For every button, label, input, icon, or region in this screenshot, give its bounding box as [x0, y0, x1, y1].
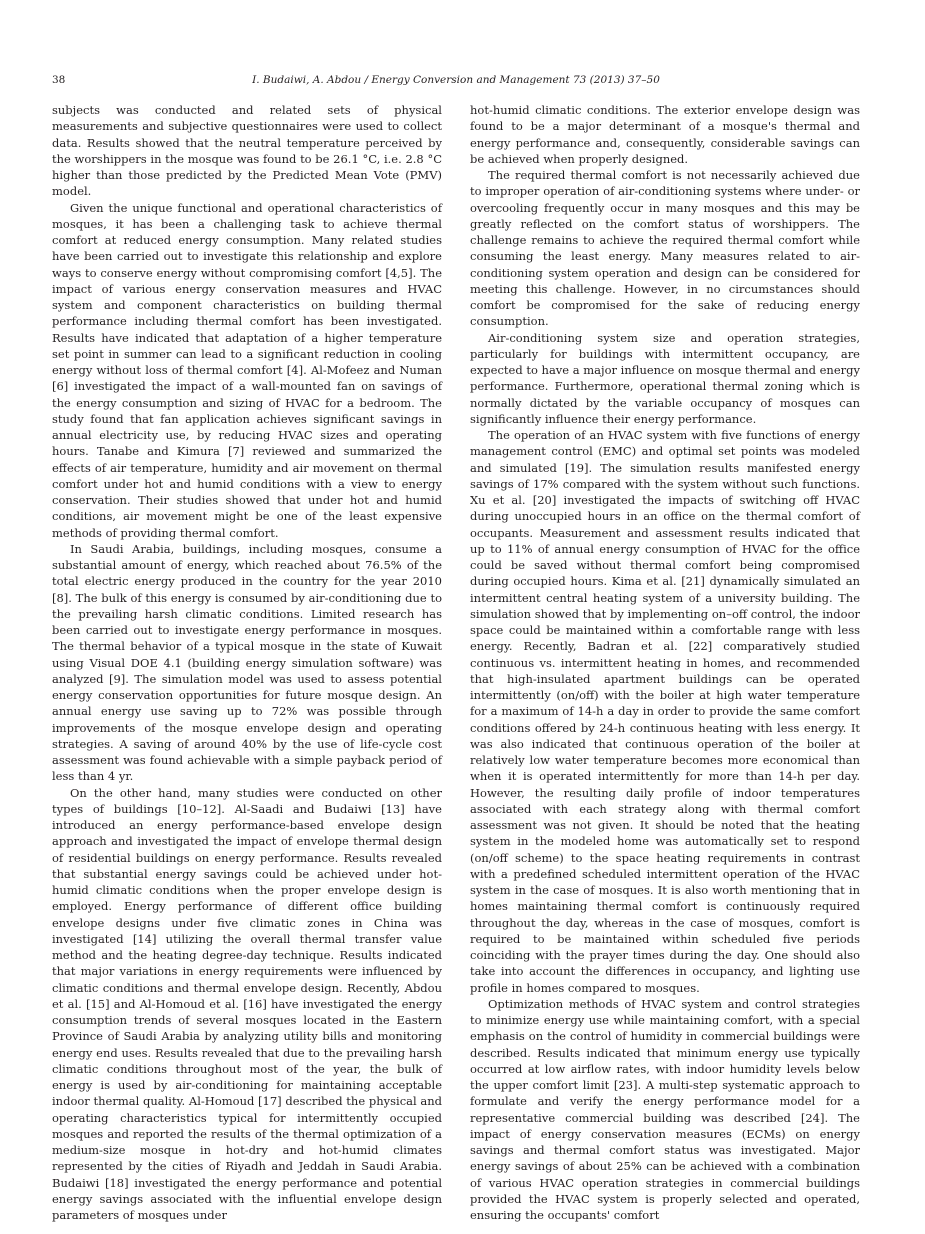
paragraph: Optimization methods of HVAC system and control strategies to minimize energy use while maintaining comfort, with a special emphasis on the control of humidity in commercial buildings were described. Results indicated that minimum energy use typically occurred at low airflow rates, with indoor humidity levels below the upper comfort limit [23]. A multi-step systematic approach to formulate and verify the energy performance model for a representative commercial building was described [24]. The impact of energy conservation measures (ECMs) on energy savings and thermal comfort status was investigated. Major energy savings of about 25% can be achieved with a combination of various HVAC operation strategies in commercial buildings provided the HVAC system is properly selected and operated, ensuring the occupants' comfort [470, 996, 860, 1222]
paragraph: subjects was conducted and related sets of physical measurements and subjective questionnaires were used to collect data. Results showed that the neutral temperature perceived by the worshippers in the mosque was found to be 26.1 °C, i.e. 2.8 °C higher than those predicted by the Predicted Mean Vote (PMV) model. [52, 103, 442, 199]
page-number: 38 [52, 74, 66, 86]
paragraph: The required thermal comfort is not necessarily achieved due to improper operation of air-conditioning systems where under- or overcooling frequently occur in many mosques and this may be greatly reflected on the comfort status of worshippers. The challenge remains to achieve the required thermal comfort while consuming the least energy. Many measures related to air-conditioning system operation and design can be considered for meeting this challenge. However, in no circumstances should comfort be compromised for the sake of reducing energy consumption. [470, 168, 860, 329]
left-column [52, 102, 442, 1223]
paragraph: The operation of an HVAC system with five functions of energy management control (EMC) and optimal set points was modeled and simulated [19]. The simulation results manifested energy savings of 17% compared with the system without such functions. Xu et al. [20] investigated the impacts of switching off HVAC during unoccupied hours in an office on the thermal comfort of occupants. Measurement and assessment results indicated that up to 11% of annual energy consumption of HVAC for the office could be saved without thermal comfort being compromised during occupied hours. Kima et al. [21] dynamically simulated an intermittent central heating system of a university building. The simulation showed that by implementing on–off control, the indoor space could be maintained within a comfortable range with less energy. Recently, Badran et al. [22] comparatively studied continuous vs. intermittent heating in homes, and recommended that high-insulated apartment buildings can be operated intermittently (on/off) with the boiler at high water temperature for a maximum of 14-h a day in order to provide the same comfort conditions offered by 24-h continuous heating with less energy. It was also indicated that continuous operation of the boiler at relatively low water temperature becomes more economical than when it is operated intermittently for more than 14-h per day. However, the resulting daily profile of indoor temperatures associated with each strategy along with thermal comfort assessment was not given. It should be noted that the heating system in the modeled home was automatically set to respond (on/off scheme) to the space heating requirements in contrast with a predefined scheduled intermittent operation of the HVAC system in the case of mosques. It is also worth mentioning that in homes maintaining thermal comfort is continuously required throughout the day, whereas in the case of mosques, comfort is required to be maintained within scheduled five periods coinciding with the prayer times during the day. One should also take into account the differences in occupancy, and lighting use profile in homes compared to mosques. [470, 428, 860, 995]
page-header [52, 72, 860, 88]
running-head: I. Budaiwi, A. Abdou / Energy Conversion and Management 73 (2013) 37–50 [252, 74, 660, 86]
paragraph: hot-humid climatic conditions. The exterior envelope design was found to be a major determinant of a mosque's thermal and energy performance and, consequently, considerable savings can be achieved when properly designed. [470, 103, 860, 166]
paragraph: Given the unique functional and operational characteristics of mosques, it has been a challenging task to achieve thermal comfort at reduced energy consumption. Many related studies have been carried out to investigate this relationship and explore ways to conserve energy without compromising comfort [4,5]. The impact of various energy conservation measures and HVAC system and component characteristics on building thermal performance including thermal comfort has been investigated. Results have indicated that adaptation of a higher temperature set point in summer can lead to a significant reduction in cooling energy without loss of thermal comfort [4]. Al-Mofeez and Numan [6] investigated the impact of a wall-mounted fan on savings of the energy consumption and sizing of HVAC for a bedroom. The study found that fan application achieves significant savings in annual electricity use, by reducing HVAC sizes and operating hours. Tanabe and Kimura [7] reviewed and summarized the effects of air temperature, humidity and air movement on thermal comfort under hot and humid conditions with a view to energy conservation. Their studies showed that under hot and humid conditions, air movement might be one of the least expensive methods of providing thermal comfort. [52, 200, 442, 540]
paragraph: In Saudi Arabia, buildings, including mosques, consume a substantial amount of energy, which reached about 76.5% of the total electric energy produced in the country for the year 2010 [8]. The bulk of this energy is consumed by air-conditioning due to the prevailing harsh climatic conditions. Limited research has been carried out to investigate energy performance in mosques. The thermal behavior of a typical mosque in the state of Kuwait using Visual DOE 4.1 (building energy simulation software) was analyzed [9]. The simulation model was used to assess potential energy conservation opportunities for future mosque design. An annual energy use saving up to 72% was possible through improvements of the mosque envelope design and operating strategies. A saving of around 40% by the use of life-cycle cost assessment was found achievable with a simple payback period of less than 4 yr. [52, 541, 442, 784]
paragraph: On the other hand, many studies were conducted on other types of buildings [10–12]. Al-Saadi and Budaiwi [13] have introduced an energy performance-based envelope design approach and investigated the impact of envelope thermal design of residential buildings on energy performance. Results revealed that substantial energy savings could be achieved under hot-humid climatic conditions when the proper envelope design is employed. Energy performance of different office building envelope designs under five climatic zones in China was investigated [14] utilizing the overall thermal transfer value method and the heating degree-day technique. Results indicated that major variations in energy requirements were influenced by climatic conditions and thermal envelope design. Recently, Abdou et al. [15] and Al-Homoud et al. [16] have investigated the energy consumption trends of several mosques located in the Eastern Province of Saudi Arabia by analyzing utility bills and monitoring energy end uses. Results revealed that due to the prevailing harsh climatic conditions throughout most of the year, the bulk of energy is used by air-conditioning for maintaining acceptable indoor thermal quality. Al-Homoud [17] described the physical and operating characteristics typical for intermittently occupied mosques and reported the results of the thermal optimization of a medium-size mosque in hot-dry and hot-humid climates represented by the cities of Riyadh and Jeddah in Saudi Arabia. Budaiwi [18] investigated the energy performance and potential energy savings associated with the influential envelope design parameters of mosques under [52, 785, 442, 1222]
paragraph: Air-conditioning system size and operation strategies, particularly for buildings with intermittent occupancy, are expected to have a major influence on mosque thermal and energy performance. Furthermore, operational thermal zoning which is normally dictated by the variable occupancy of mosques can significantly influence their energy performance. [470, 330, 860, 426]
right-column [470, 102, 860, 1223]
